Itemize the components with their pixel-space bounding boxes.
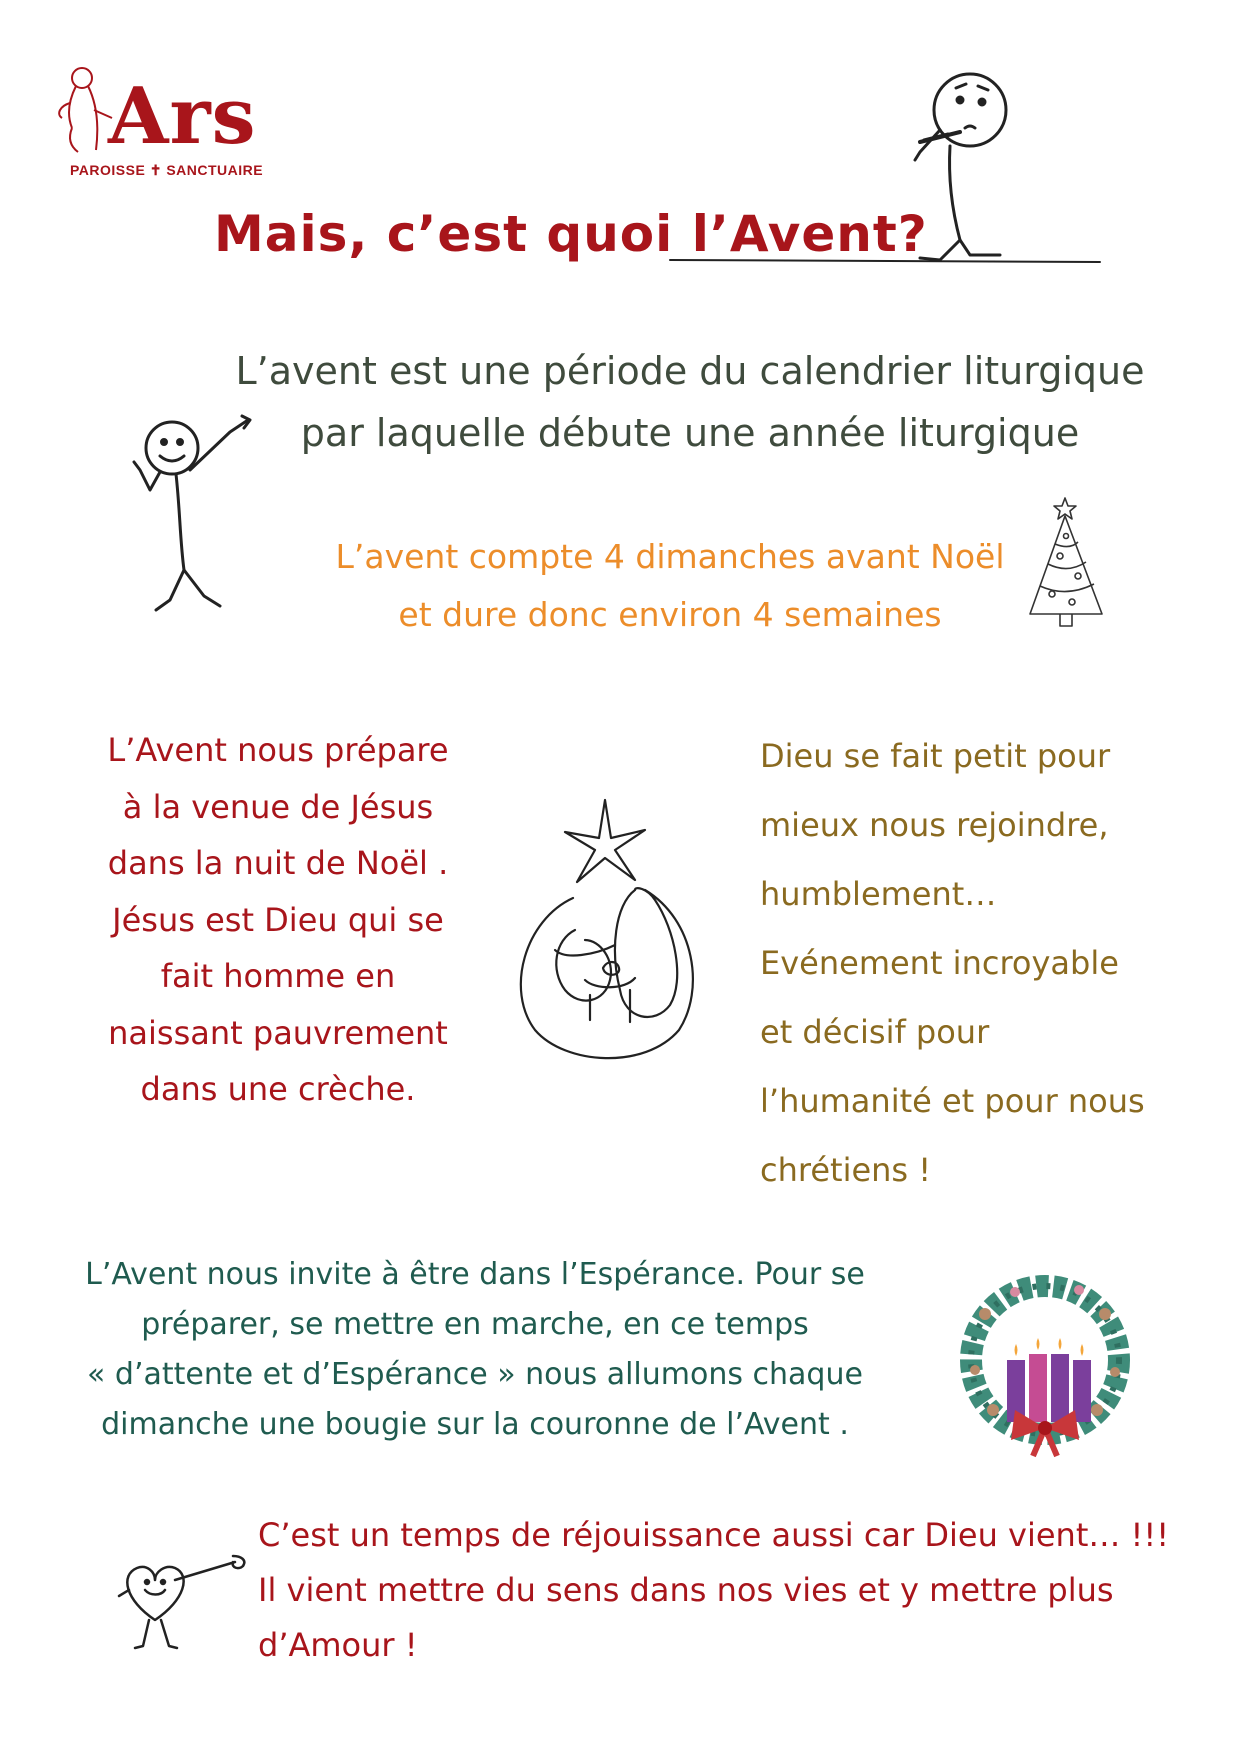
sundays-line: et dure donc environ 4 semaines xyxy=(398,595,942,634)
humility-line: et décisif pour xyxy=(760,1013,990,1051)
thinking-stick-figure-icon xyxy=(820,70,1100,270)
humility-line: humblement… xyxy=(760,875,997,913)
advent-wreath-icon xyxy=(945,1260,1145,1460)
esperance-line: dimanche une bougie sur la couronne de l’Avent . xyxy=(101,1407,849,1442)
page-title: Mais, c’est quoi l’Avent? xyxy=(214,205,928,263)
nativity-icon xyxy=(495,790,715,1070)
preparation-text xyxy=(88,722,468,1118)
preparation-line: dans la nuit de Noël . xyxy=(107,844,449,882)
rejoice-line: d’Amour ! xyxy=(258,1626,418,1664)
sundays-line: L’avent compte 4 dimanches avant Noël xyxy=(335,537,1005,576)
preparation-line: fait homme en xyxy=(160,957,396,995)
rejoice-line: C’est un temps de réjouissance aussi car Dieu vient… !!! xyxy=(258,1516,1170,1554)
humility-line: Evénement incroyable xyxy=(760,944,1119,982)
sundays-text xyxy=(300,528,1040,644)
preparation-line: à la venue de Jésus xyxy=(122,787,434,826)
esperance-text xyxy=(50,1250,900,1450)
logo-subtitle: PAROISSE ✝ SANCTUAIRE xyxy=(70,162,264,178)
humility-line: chrétiens ! xyxy=(760,1151,932,1189)
esperance-line: « d’attente et d’Espérance » nous allumons chaque xyxy=(87,1357,863,1392)
heart-figure-icon xyxy=(115,1550,265,1660)
christmas-tree-icon xyxy=(1020,494,1110,634)
preparation-line: L’Avent nous prépare xyxy=(107,731,449,769)
rejoice-line: Il vient mettre du sens dans nos vies et y mettre plus xyxy=(258,1571,1114,1609)
preparation-line: naissant pauvrement xyxy=(108,1013,448,1052)
definition-text xyxy=(190,340,1190,464)
rejoice-text xyxy=(258,1508,1218,1673)
esperance-line: L’Avent nous invite à être dans l’Espérance. Pour se xyxy=(85,1257,865,1292)
humility-line: Dieu se fait petit pour xyxy=(760,737,1111,775)
definition-line: par laquelle débute une année liturgique xyxy=(300,411,1080,455)
humility-text xyxy=(760,722,1200,1205)
esperance-line: préparer, se mettre en marche, en ce temps xyxy=(141,1307,809,1342)
definition-line: L’avent est une période du calendrier liturgique xyxy=(235,349,1145,393)
preparation-line: Jésus est Dieu qui se xyxy=(112,900,444,939)
humility-line: l’humanité et pour nous xyxy=(760,1082,1145,1120)
humility-line: mieux nous rejoindre, xyxy=(760,806,1109,844)
pointing-stick-figure-icon xyxy=(130,410,270,620)
logo-wordmark: Ars xyxy=(108,71,257,162)
preparation-line: dans une crèche. xyxy=(140,1070,416,1108)
